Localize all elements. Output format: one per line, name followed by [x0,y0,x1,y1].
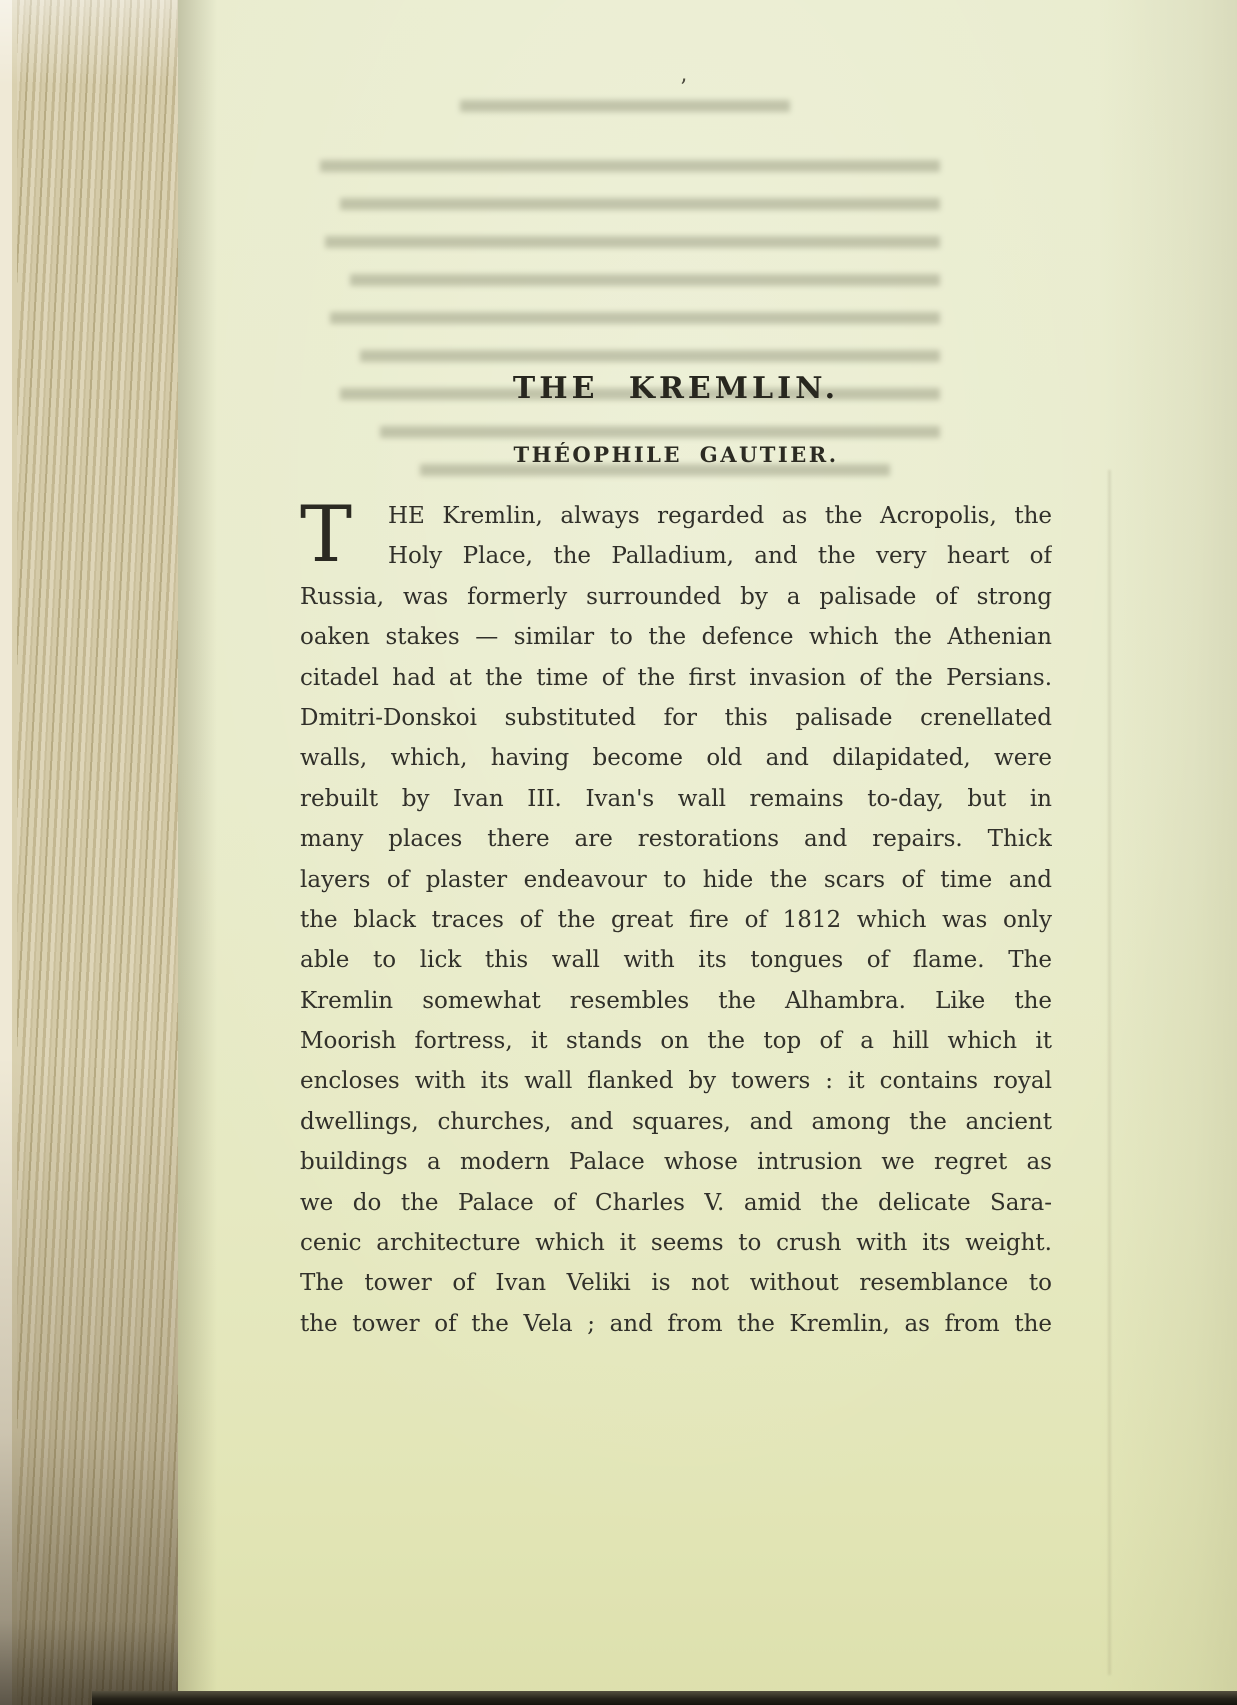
page-title: THE KREMLIN. [512,371,840,406]
text-line: the black traces of the great fire of 1812 which was only [300,906,1052,933]
text-line: cenic architecture which it seems to crush with its weight. [300,1230,1052,1257]
ghost-line [360,350,940,362]
ghost-line [460,100,790,112]
text-line: Russia, was formerly surrounded by a palisade of strong [300,583,1052,610]
ghost-line [330,312,940,324]
body-text [300,490,1052,1344]
text-line: citadel had at the time of the first invasion of the Persians. [300,664,1052,691]
page-fold-line [1108,470,1111,1675]
scan-artifact-mark: ’ [680,76,687,101]
text-line: Holy Place, the Palladium, and the very heart of [388,543,1052,570]
text-line: HE Kremlin, always regarded as the Acropolis, the [388,503,1052,529]
text-line: oaken stakes — similar to the defence which the Athenian [300,624,1052,651]
text-line: the tower of the Vela ; and from the Kremlin, as from the [300,1310,1052,1337]
text-line: encloses with its wall flanked by towers : it contains royal [300,1068,1052,1095]
text-line: buildings a modern Palace whose intrusion we regret as [300,1149,1052,1176]
text-line: walls, which, having become old and dilapidated, were [300,745,1052,772]
text-line: Dmitri-Donskoi substituted for this palisade crenellated [300,704,1052,731]
author-byline: THÉOPHILE GAUTIER. [513,442,839,467]
ghost-line [350,274,940,286]
gutter-shadow [178,0,224,1705]
show-through-text [300,100,1060,476]
text-line: dwellings, churches, and squares, and among the ancient [300,1108,1052,1135]
ghost-line [320,160,940,172]
ghost-line [380,426,940,438]
text-line: layers of plaster endeavour to hide the scars of time and [300,866,1052,893]
text-line: rebuilt by Ivan III. Ivan's wall remains to-day, but in [300,785,1052,812]
book-page-edges [0,0,178,1705]
text-line: many places there are restorations and repairs. Thick [300,826,1052,853]
text-line: Moorish fortress, it stands on the top of a hill which it [300,1028,1052,1055]
right-edge-shading [1097,0,1237,1705]
text-line: able to lick this wall with its tongues of flame. The [300,947,1052,974]
text-line: Kremlin somewhat resembles the Alhambra. Like the [300,987,1052,1014]
bottom-scan-shadow [92,1691,1237,1705]
ghost-line [340,198,940,210]
text-line: we do the Palace of Charles V. amid the delicate Sara- [300,1189,1052,1216]
drop-cap: T [300,490,353,580]
ghost-line [325,236,940,248]
text-line: The tower of Ivan Veliki is not without resemblance to [300,1270,1052,1297]
